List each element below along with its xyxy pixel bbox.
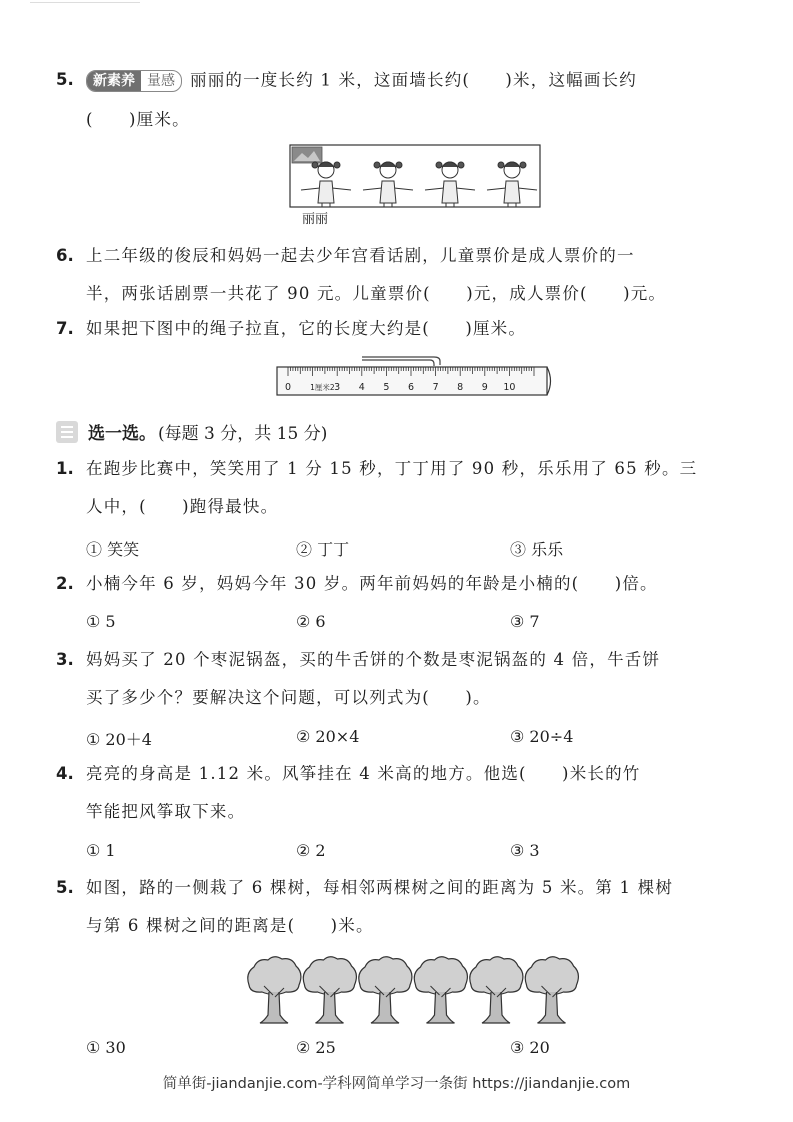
ruler-tick-label: 1厘米2	[310, 383, 335, 392]
question-text-line1: 在跑步比赛中，笑笑用了 1 分 15 秒，丁丁用了 90 秒，乐乐用了 65 秒。三	[86, 459, 698, 478]
new-literacy-badge: 新素养 量感	[86, 70, 182, 92]
section-3-header	[56, 419, 327, 444]
ruler-tick-label: 8	[457, 382, 464, 393]
wall-measure-figure	[288, 143, 542, 231]
question-text-line2: ( )厘米。	[86, 110, 190, 129]
question-5-fill	[56, 70, 745, 130]
section-subtitle: (每题 3 分，共 15 分)	[158, 424, 328, 444]
ruler-tick-label: 10	[503, 382, 516, 393]
option-3[interactable]: ③ 20÷4	[510, 727, 574, 746]
choice-question-3	[56, 650, 745, 708]
question-text-line1: 小楠今年 6 岁，妈妈今年 30 岁。两年前妈妈的年龄是小楠的( )倍。	[86, 574, 658, 593]
option-2[interactable]: ② 20×4	[296, 727, 360, 746]
question-text-line2: 人中，( )跑得最快。	[86, 497, 279, 516]
option-2[interactable]: ② 丁丁	[296, 540, 350, 559]
question-number: 2.	[56, 574, 74, 593]
ruler-tick-label: 5	[383, 382, 390, 393]
option-2[interactable]: ② 25	[296, 1038, 336, 1057]
footer-watermark: 简单街-jiandanjie.com-学科网简单学习一条街 https://jiandanjie.com	[162, 1076, 631, 1092]
question-text-line1: 如图，路的一侧栽了 6 棵树，每相邻两棵树之间的距离为 5 米。第 1 棵树	[86, 878, 674, 897]
choice-options-4	[86, 841, 745, 861]
tree-icon	[303, 957, 356, 1023]
option-1[interactable]: ① 笑笑	[86, 540, 140, 559]
option-3[interactable]: ③ 7	[510, 612, 540, 631]
question-text-line2: 竿能把风筝取下来。	[86, 802, 246, 821]
ruler-tick-label: 4	[358, 382, 365, 393]
figure-caption: 丽丽	[302, 212, 329, 227]
question-text-line2: 半，两张话剧票一共花了 90 元。儿童票价( )元，成人票价( )元。	[86, 284, 667, 303]
question-number: 7.	[56, 319, 74, 338]
question-text-line1: 丽丽的一度长约 1 米，这面墙长约( )米，这幅画长约	[190, 70, 637, 90]
choice-options-2	[86, 612, 745, 632]
choice-question-2	[56, 574, 745, 594]
question-text-line1: 亮亮的身高是 1.12 米。风筝挂在 4 米高的地方。他选( )米长的竹	[86, 764, 641, 783]
question-number: 5.	[56, 878, 74, 897]
question-number: 5.	[56, 70, 74, 89]
ruler-figure	[274, 352, 556, 400]
top-rule	[30, 2, 140, 3]
choice-question-1	[56, 459, 745, 517]
question-number: 4.	[56, 764, 74, 783]
choice-options-1	[86, 537, 745, 557]
ruler-tick-label: 6	[407, 382, 415, 393]
question-7	[56, 319, 745, 339]
rope	[362, 357, 440, 365]
option-1[interactable]: ① 5	[86, 612, 116, 631]
ruler-tick-label: 3	[334, 382, 341, 393]
question-text-line1: 如果把下图中的绳子拉直，它的长度大约是( )厘米。	[86, 319, 527, 338]
section-three-icon	[56, 421, 78, 443]
tree-icon	[470, 957, 523, 1023]
option-2[interactable]: ② 6	[296, 612, 326, 631]
question-6	[56, 246, 745, 304]
tree-icon	[414, 957, 467, 1023]
tree-icon	[359, 957, 412, 1023]
question-text-line2: 买了多少个？要解决这个问题，可以列式为( )。	[86, 688, 491, 707]
option-1[interactable]: ① 1	[86, 841, 116, 860]
question-number: 1.	[56, 459, 74, 478]
question-text-line1: 上二年级的俊辰和妈妈一起去少年宫看话剧，儿童票价是成人票价的一	[86, 246, 635, 265]
ruler-tick-label: 9	[481, 382, 488, 393]
option-3[interactable]: ③ 20	[510, 1038, 550, 1057]
tree-icon	[248, 957, 301, 1023]
question-text-line1: 妈妈买了 20 个枣泥锅盔，买的牛舌饼的个数是枣泥锅盔的 4 倍，牛舌饼	[86, 650, 661, 669]
question-number: 3.	[56, 650, 74, 669]
trees-figure	[246, 955, 586, 1027]
question-number: 6.	[56, 246, 74, 265]
option-1[interactable]: ① 20＋4	[86, 730, 152, 749]
choice-options-3	[86, 727, 745, 747]
option-2[interactable]: ② 2	[296, 841, 326, 860]
choice-options-5	[86, 1038, 745, 1058]
ruler-tick-label: 0	[284, 382, 292, 393]
option-1[interactable]: ① 30	[86, 1038, 126, 1057]
option-3[interactable]: ③ 乐乐	[510, 540, 564, 559]
question-text-line2: 与第 6 棵树之间的距离是( )米。	[86, 916, 374, 935]
tree-icon	[525, 957, 578, 1023]
choice-question-5	[56, 878, 745, 936]
option-3[interactable]: ③ 3	[510, 841, 540, 860]
choice-question-4	[56, 764, 745, 822]
ruler-tick-label: 7	[432, 382, 439, 393]
section-title: 选一选。	[88, 424, 156, 444]
